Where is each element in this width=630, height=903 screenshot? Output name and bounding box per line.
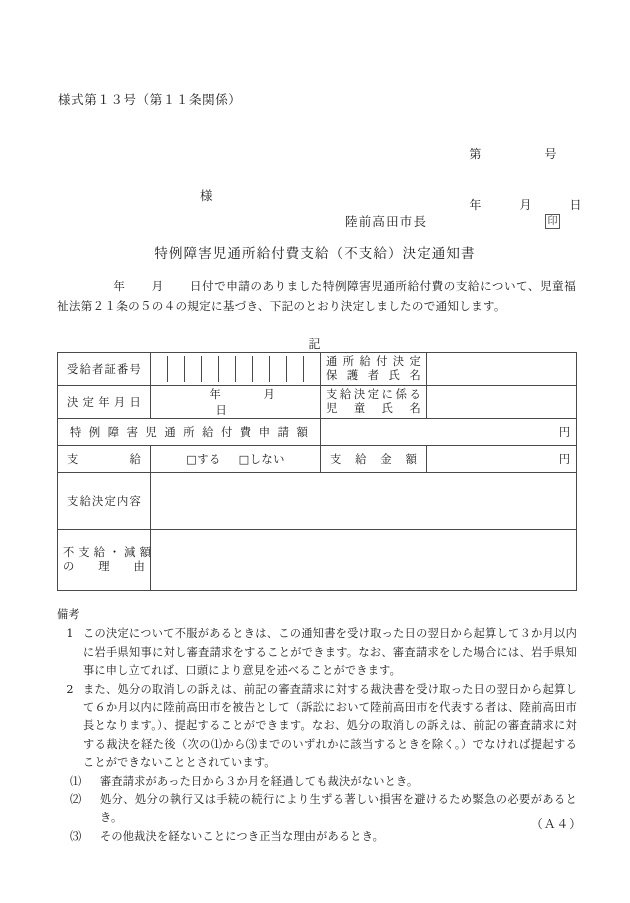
remark-sub-item-text: 審査請求があった日から３か月を経過しても裁決がないとき。	[100, 774, 419, 788]
table-row-payment	[58, 446, 577, 473]
decision-date-month: 月	[263, 388, 276, 401]
document-title: 特例障害児通所給付費支給（不支給）決定通知書	[154, 246, 476, 262]
remark-sub-item-text: その他裁決を経ないことにつき正当な理由があるとき。	[100, 829, 385, 843]
document-number-line	[469, 146, 582, 163]
cert-digit-cell[interactable]	[303, 356, 320, 382]
document-body	[57, 276, 576, 316]
denial-reason-label	[58, 530, 151, 591]
payment-label	[58, 446, 151, 473]
recipient-cert-number-label	[58, 353, 151, 386]
addressee-honorific: 様	[200, 188, 214, 203]
document-number-suffix: 号	[544, 147, 557, 161]
remark-sub-item-number: ⑶	[70, 829, 82, 843]
body-date-month: 月	[151, 279, 164, 293]
guardian-name-label-line1: 通所給付決定	[326, 355, 421, 368]
remark-sub-item-text: 処分、処分の執行又は手続の続行により生ずる著しい損害を避けるため緊急の必要があるとき。	[100, 793, 577, 825]
paper-size-label: （Ａ４）	[530, 817, 582, 831]
remark-note-text: この決定について不服があるときは、この通知書を受け取った日の翌日から起算して３か月以内に岩手県知事に対し審査請求をすることができます。なお、審査請求をした場合には、岩手県知事に申し立てれば、口頭により意見を述べることができます。	[83, 627, 577, 678]
seal-icon: 印	[545, 214, 560, 229]
doc-date-day: 日	[569, 198, 582, 212]
guardian-name-value[interactable]	[427, 353, 577, 386]
payment-label-text: 支 給	[67, 453, 141, 466]
ki-heading: 記	[308, 337, 322, 351]
guardian-name-label-line2: 保 護 者 氏 名	[326, 369, 421, 382]
remark-sub-item	[57, 828, 577, 846]
cert-digit-cell[interactable]	[219, 356, 236, 382]
remark-note-number: 2	[66, 682, 74, 696]
denial-reason-label-line1: 不 支 給 ・ 減 額	[63, 546, 151, 559]
remark-sub-item	[57, 773, 577, 791]
child-name-label-line2: 児 童 氏 名	[326, 402, 421, 415]
remarks-section	[57, 606, 577, 846]
remark-sub-item	[57, 791, 577, 828]
remark-sub-item-number: ⑴	[70, 774, 82, 788]
decision-content-label-text: 支給決定内容	[67, 495, 141, 508]
digit-boxes	[151, 356, 320, 382]
body-line-1: 日付で申請のありました特例障害児通所給付費の支給について、児童福祉	[57, 279, 576, 313]
remark-sub-item-number: ⑵	[70, 793, 82, 807]
payment-options[interactable]	[151, 446, 321, 473]
remark-note	[57, 681, 577, 773]
table-row-application-amount	[58, 419, 577, 446]
issuer-name: 陸前高田市長	[345, 214, 428, 229]
table-row-decision-content	[58, 473, 577, 530]
recipient-cert-number-input[interactable]	[151, 353, 321, 386]
cert-digit-cell[interactable]	[286, 356, 303, 382]
application-amount-value[interactable]	[321, 419, 577, 446]
table-row-recipient-cert	[58, 353, 577, 386]
table-row-decision-date	[58, 386, 577, 419]
doc-date-month: 月	[519, 198, 532, 212]
document-number-label: 第	[469, 147, 482, 161]
payment-option-no[interactable]: □しない	[238, 453, 285, 466]
decision-date-label-text: 決 定 年 月 日	[67, 396, 141, 409]
application-amount-label-text: 特例障害児通所給付費申請額	[70, 426, 308, 439]
cert-digit-cell[interactable]	[269, 356, 286, 382]
issuer-row	[345, 212, 560, 230]
cert-digit-cell[interactable]	[202, 356, 219, 382]
application-amount-label	[58, 419, 321, 446]
payment-amount-unit: 円	[558, 453, 570, 466]
guardian-name-label	[321, 353, 427, 386]
cert-digit-cell[interactable]	[168, 356, 185, 382]
decision-content-value[interactable]	[151, 473, 577, 530]
payment-amount-label-text: 支 給 金 額	[330, 453, 417, 466]
payment-option-yes[interactable]: □する	[186, 453, 221, 466]
cert-digit-cell[interactable]	[185, 356, 202, 382]
table-row-denial-reason	[58, 530, 577, 591]
decision-date-value[interactable]	[151, 386, 321, 419]
remarks-title: 備考	[57, 608, 80, 621]
decision-table	[57, 352, 577, 591]
child-name-label-line1: 支給決定に係る	[326, 388, 421, 401]
child-name-label	[321, 386, 427, 419]
payment-amount-value[interactable]	[427, 446, 577, 473]
body-date-year: 年	[113, 279, 126, 293]
remark-note-number: 1	[66, 627, 74, 641]
form-number: 様式第１３号（第１１条関係）	[58, 92, 242, 107]
cert-digit-cell[interactable]	[151, 356, 168, 382]
decision-content-label	[58, 473, 151, 530]
decision-date-day: 日	[215, 404, 228, 417]
decision-date-year: 年	[209, 388, 222, 401]
body-line-2: 法第２１条の５の４の規定に基づき、下記のとおり決定しましたので通知します。	[68, 299, 506, 313]
decision-date-label	[58, 386, 151, 419]
denial-reason-value[interactable]	[151, 530, 577, 591]
application-amount-unit: 円	[558, 426, 570, 439]
child-name-value[interactable]	[427, 386, 577, 419]
cert-digit-cell[interactable]	[235, 356, 252, 382]
payment-amount-label	[321, 446, 427, 473]
doc-date-year: 年	[469, 198, 482, 212]
remarks-notes	[57, 625, 577, 772]
recipient-cert-number-label-text: 受給者証番号	[67, 363, 141, 376]
cert-digit-cell[interactable]	[252, 356, 269, 382]
remark-note	[57, 625, 577, 680]
remarks-sub-items	[57, 773, 577, 847]
denial-reason-label-line2: の 理 由	[63, 560, 145, 573]
remark-note-text: また、処分の取消しの訴えは、前記の審査請求に対する裁決書を受け取った日の翌日から起算して６か月以内に陸前高田市を被告として（訴訟において陸前高田市を代表する者は、陸前高田市長となります。）、提起することができます。なお、処分の取消しの訴えは、前記の審査請求に対する裁決を経た後（次の⑴から⑶までのいずれかに該当するときを除く。）でなければ提起することができないこととされています。	[83, 682, 577, 770]
